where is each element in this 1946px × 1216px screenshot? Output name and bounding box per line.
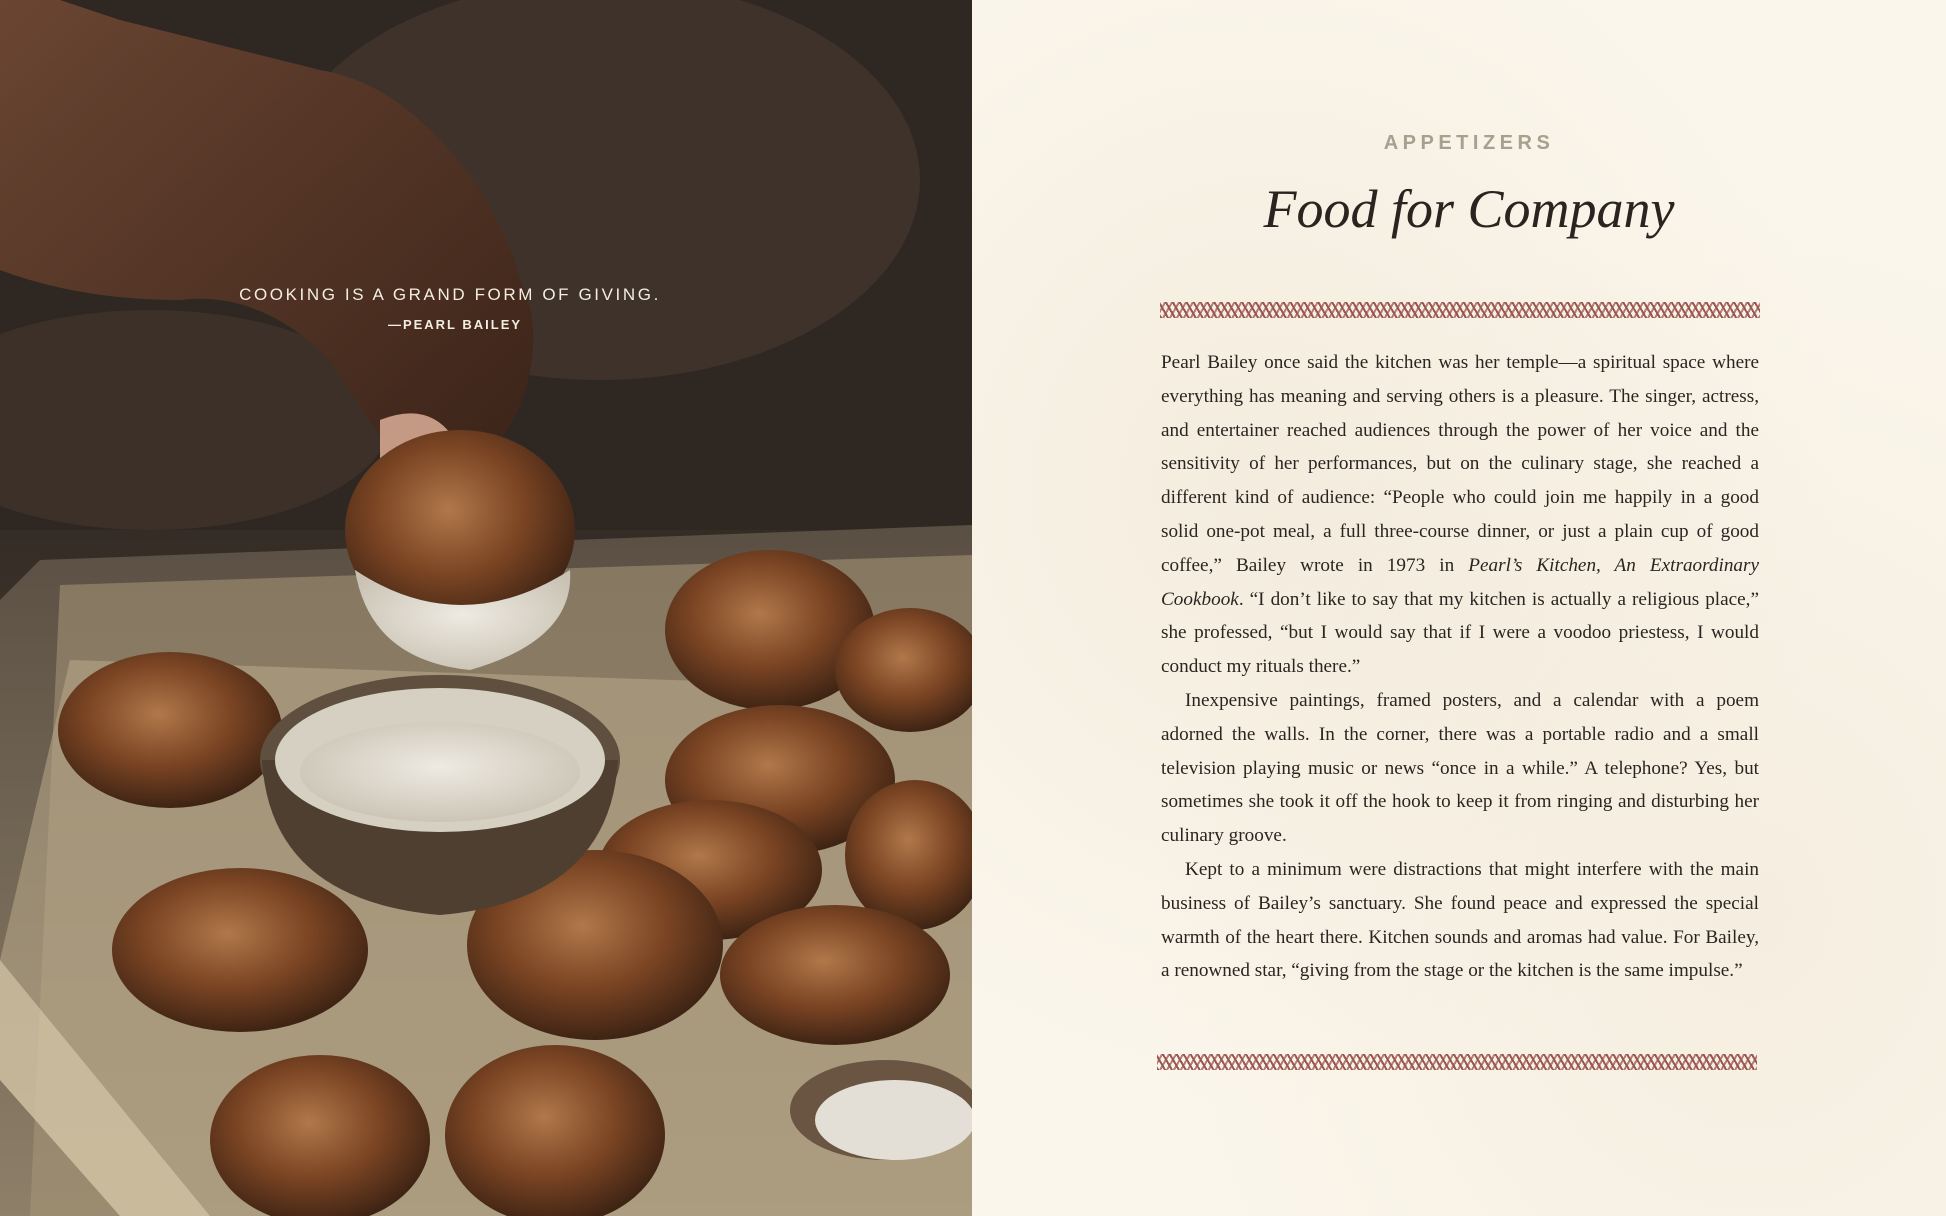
body-paragraph [1161, 853, 1759, 988]
food-photo [0, 0, 972, 1216]
ornamental-divider-bottom [1157, 1054, 1757, 1070]
paragraph-text: Pearl Bailey once said the kitchen was her temple—a spiritual space where everything has meaning and serving others is a pleasure. The singer, actress, and entertainer reached audiences through the power of her voice and the sensitivity of her performances, but on the culinary stage, she reached a different kind of audience: “People who could join me happily in a good solid one-pot meal, a full three-course dinner, or just a plain cup of good coffee,” Bailey wrote in 1973 in [1161, 352, 1759, 576]
section-label: APPETIZERS [1383, 132, 1555, 154]
quote-attribution: —PEARL BAILEY [387, 317, 523, 332]
body-text [1161, 346, 1759, 988]
quote-text: COOKING IS A GRAND FORM OF GIVING. [239, 285, 661, 304]
paragraph-text: Kept to a minimum were distractions that might interfere with the main business of Bailey’s sanctuary. She found peace and expressed the special warmth of the heart there. Kitchen sounds and aromas had value. For Bailey, a renowned star, “giving from the stage or the kitchen is the same impulse.” [1161, 858, 1759, 982]
ornamental-divider-top [1160, 302, 1760, 318]
body-paragraph [1161, 346, 1759, 684]
photo-quote [220, 285, 680, 332]
book-title-italic: Pearl’s Kitchen, An Extraordinary Cookbook [1161, 554, 1760, 610]
chapter-title: Food for Company [1263, 179, 1675, 239]
paragraph-text: . “I don’t like to say that my kitchen is actually a religious place,” she professed, “but I would say that if I were a voodoo priestess, I would conduct my rituals there.” [1161, 588, 1759, 678]
photo-illustration [0, 0, 972, 1216]
body-paragraph [1161, 684, 1759, 853]
paragraph-text: Inexpensive paintings, framed posters, and a calendar with a poem adorned the walls. In the corner, there was a portable radio and a small television playing music or news “once in a while.” A telephone? Yes, but sometimes she took it off the hook to keep it from ringing and disturbing her culinary groove. [1161, 689, 1759, 847]
